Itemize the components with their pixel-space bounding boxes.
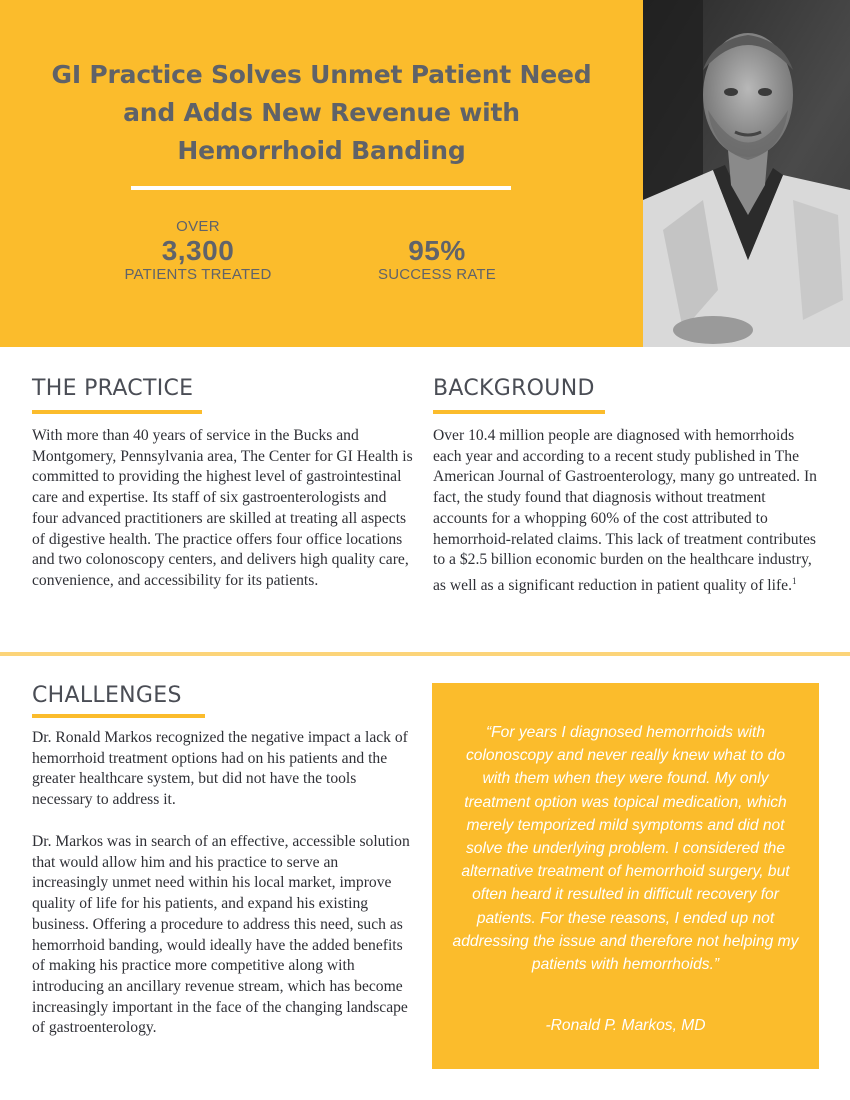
challenges-heading-underline: [32, 714, 205, 718]
background-heading-underline: [433, 410, 605, 414]
stat-prefix: OVER: [176, 218, 220, 235]
practice-heading: THE PRACTICE: [32, 376, 194, 401]
challenges-paragraph-1: Dr. Ronald Markos recognized the negative impact a lack of hemorrhoid treatment options had on his patients and the greater healthcare system, but did not have the tools necessary to address it.: [32, 729, 408, 809]
challenges-heading: CHALLENGES: [32, 683, 182, 708]
stat-value: 3,300: [161, 235, 235, 266]
challenges-paragraph-2: Dr. Markos was in search of an effective, accessible solution that would allow him and his practice to serve an increasingly unmet need within his local market, improve quality of life for his patients, and expand his existing business. Offering a procedure to address this need, such as hemorrhoid banding, would ideally have the added benefits of making his practice more competitive along with introducing an ancillary revenue stream, which has become increasingly important in the face of the changing landscape of gastroenterology.: [32, 833, 410, 1037]
background-heading: BACKGROUND: [433, 376, 595, 401]
stat-label: SUCCESS RATE: [378, 266, 496, 283]
stat-success-rate: [337, 218, 537, 284]
testimonial-quote: “For years I diagnosed hemorrhoids with colonoscopy and never really knew what to do with them when they were found. My only treatment option was topical medication, which merely temporized mild symptoms and did not solve the underlying problem. I considered the alternative treatment of hemorrhoid surgery, but often heard it resulted in difficult recovery for patients. For these reasons, I ended up not addressing the issue and therefore not helping my patients with hemorrhoids.”: [452, 724, 799, 974]
practice-body: With more than 40 years of service in the Bucks and Montgomery, Pennsylvania area, The Center for GI Health is committed to providing the highest level of gastrointestinal care and expertise. Its staff of six gastroenterologists and four advanced practitioners are skilled at treating all aspects of digestive health. The practice offers four office locations and two colonoscopy centers, and delivers high quality care, convenience, and accessibility for its patients.: [32, 427, 413, 589]
hero-banner: [0, 0, 643, 347]
doctor-portrait-illustration: [643, 0, 850, 347]
stat-value: 95%: [408, 235, 466, 266]
title-underline: [131, 186, 511, 190]
section-divider: [0, 652, 850, 656]
background-body: [433, 426, 823, 597]
doctor-portrait-photo: [643, 0, 850, 347]
stat-patients-treated: [98, 218, 298, 284]
testimonial-author: -Ronald P. Markos, MD: [545, 1017, 706, 1034]
testimonial-quote-box: [432, 683, 819, 1069]
footnote-marker: 1: [791, 575, 797, 586]
page-title: GI Practice Solves Unmet Patient Need and Adds New Revenue with Hemorrhoid Banding: [51, 60, 592, 165]
background-body-text: Over 10.4 million people are diagnosed with hemorrhoids each year and according to a recent study published in The American Journal of Gastroenterology, many go untreated. In fact, the study found that diagnosis without treatment accounts for a whopping 60% of the cost attributed to hemorrhoid-related claims. This lack of treatment contributes to a $2.5 billion economic burden on the healthcare industry, as well as a significant reduction in patient quality of life.: [433, 427, 817, 595]
stat-label: PATIENTS TREATED: [124, 266, 272, 283]
practice-heading-underline: [32, 410, 202, 414]
